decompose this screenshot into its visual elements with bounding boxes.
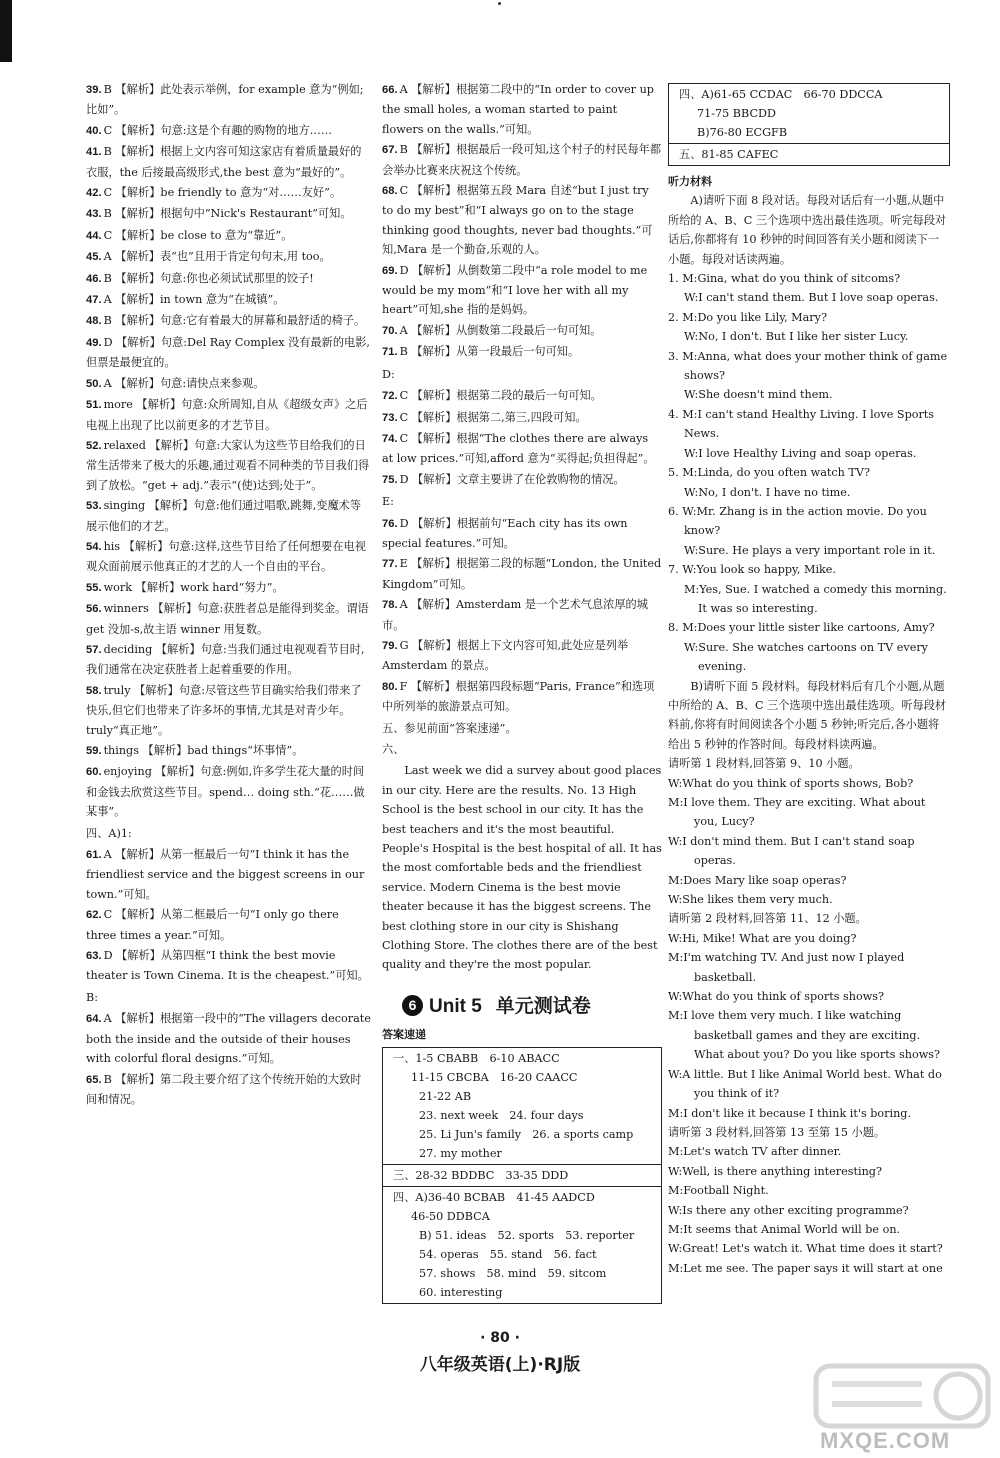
answer-block xyxy=(669,84,949,144)
answer-line: 四、A)61-65 CCDAC 66-70 DDCCA xyxy=(679,88,883,101)
explanation-text: A 【解析】从倒数第二段最后一句可知。 xyxy=(399,323,602,337)
dialogue-line: 6. W:Mr. Zhang is in the action movie. Do you know? xyxy=(668,504,927,538)
answer-explanation xyxy=(86,1070,372,1110)
answer-line: 三、28-32 BDDBC 33-35 DDD xyxy=(393,1169,569,1183)
explanation-text: D 【解析】从第四框“I think the best movie theater is Town Cinema. It is the cheapest.”可知。 xyxy=(86,949,369,983)
model-essay: Last week we did a survey about good places in our city. Here are the results. No. 13 High School is the best school in our city. It has the best teachers and it's the most beautiful. People's Hospital is the best hospital of all. It has the most comfortable beds and the friendliest service. Modern Cinema is the best movie theater because it has the biggest screens. The best clothing store in our city is Shishang Clothing Store. The clothes there are of the best quality and they're the most popular. xyxy=(382,764,662,972)
explanation-text: A 【解析】句意:请快点来参观。 xyxy=(103,376,265,390)
question-number: 58. xyxy=(86,684,102,697)
answer-line: B)76-80 ECGFB xyxy=(697,126,788,139)
dialogue-reply: M:Yes, Sue. I watched a comedy this morning. It was so interesting. xyxy=(684,582,947,615)
explanation-text: C 【解析】be close to 意为“靠近”。 xyxy=(103,228,293,242)
answer-explanation xyxy=(382,636,662,676)
dialogue-line: 4. M:I can't stand Healthy Living. I love Sports News. xyxy=(668,407,935,441)
unit-heading xyxy=(402,993,662,1021)
question-number: 73. xyxy=(382,411,398,424)
answer-explanation xyxy=(86,80,372,120)
answer-explanation xyxy=(86,905,372,945)
question-number: 56. xyxy=(86,603,102,616)
explanation-text: C 【解析】句意:这是个有趣的购物的地方…… xyxy=(103,123,333,137)
script-line: M:Let's watch TV after dinner. xyxy=(668,1145,842,1159)
explanation-text: more 【解析】句意:众所周知,自从《超级女声》之后电视上出现了比以前更多的才艺节目。 xyxy=(86,398,368,432)
explanation-text: C 【解析】根据第五段 Mara 自述“but I just try to do my best”和“I always go on to the stage thinking good thoughts, never bad thoughts.”可知,Mara 是一个勤奋,乐观的人。 xyxy=(382,184,653,257)
answer-explanation xyxy=(382,140,662,180)
question-number: 72. xyxy=(382,390,398,403)
question-number: 42. xyxy=(86,187,102,200)
dialogue-reply: W:Sure. She watches cartoons on TV every evening. xyxy=(684,640,928,674)
explanation-text: B 【解析】句意:你也必须试试那里的饺子! xyxy=(103,271,314,285)
answer-explanation xyxy=(382,595,662,635)
question-number: 65. xyxy=(86,1073,102,1086)
explanation-text: A 【解析】Amsterdam 是一个艺术气息浓厚的城市。 xyxy=(382,598,648,632)
question-number: 67. xyxy=(382,144,398,157)
dialogue-line: 2. M:Do you like Lily, Mary? xyxy=(668,310,827,324)
listening-title: 听力材料 xyxy=(668,175,712,188)
script-line: M:Let me see. The paper says it will start at one xyxy=(668,1261,943,1275)
question-number: 59. xyxy=(86,745,102,757)
dialogue-line: 5. M:Linda, do you often watch TV? xyxy=(668,466,870,480)
script-line: M:Football Night. xyxy=(668,1184,769,1198)
section-label: 六、 xyxy=(382,743,405,756)
question-number: 53. xyxy=(86,500,102,513)
answer-block xyxy=(383,1048,661,1165)
answer-explanation xyxy=(86,290,372,310)
answer-line: 23. next week 24. four days xyxy=(419,1109,584,1123)
unit-number-badge: 6 xyxy=(402,995,423,1016)
book-label: 八年级英语(上)·RJ版 xyxy=(419,1355,581,1375)
answer-line: B) 51. ideas 52. sports 53. reporter xyxy=(419,1229,635,1243)
script-line: 请听第 3 段材料,回答第 13 至第 15 小题。 xyxy=(668,1125,886,1139)
question-number: 69. xyxy=(382,264,398,277)
question-number: 63. xyxy=(86,950,102,963)
answer-line: 四、A)36-40 BCBAB 41-45 AADCD xyxy=(393,1191,595,1205)
section-label: 四、A)1: xyxy=(86,826,132,840)
script-line: W:She likes them very much. xyxy=(668,893,833,907)
explanation-text: work 【解析】work hard“努力”。 xyxy=(103,580,284,594)
answer-explanation xyxy=(382,408,662,428)
explanation-text: A 【解析】根据第一段中的“The villagers decorate both the inside and the outside of their houses with colorful floral designs.”可知。 xyxy=(86,1012,371,1066)
explanation-text: singing 【解析】句意:他们通过唱歌,跳舞,变魔术等展示他们的才艺。 xyxy=(86,499,362,533)
answer-explanation xyxy=(86,142,372,182)
script-line: M:Does Mary like soap operas? xyxy=(668,873,847,887)
explanation-text: B 【解析】句意:它有着最大的屏幕和最舒适的椅子。 xyxy=(103,314,366,328)
question-number: 71. xyxy=(382,346,398,359)
question-number: 79. xyxy=(382,639,398,652)
question-number: 77. xyxy=(382,558,398,571)
explanation-text: C 【解析】根据第二,第三,四段可知。 xyxy=(399,410,587,424)
answer-explanation xyxy=(86,741,372,761)
explanation-text: A 【解析】从第一框最后一句“I think it has the friendliest service and the biggest screens in our town.”可知。 xyxy=(86,848,365,901)
dialogue-reply: W:I can't stand them. But I love soap operas. xyxy=(684,291,939,305)
answer-explanation xyxy=(86,537,372,577)
explanation-text: F 【解析】根据第四段标题“Paris, France”和选项中所列举的旅游景点可知。 xyxy=(382,679,655,714)
script-line: W:What do you think of sports shows, Bob? xyxy=(668,776,914,790)
explanation-text: winners 【解析】句意:获胜者总是能得到奖金。谓语 get 没加-s,故主语 winner 用复数。 xyxy=(86,602,369,636)
answer-line: 21-22 AB xyxy=(419,1090,472,1104)
unit-name: Unit 5 xyxy=(429,995,482,1017)
script-line: W:Is there any other exciting programme? xyxy=(668,1203,909,1217)
middle-explanations xyxy=(382,80,662,975)
answer-explanation xyxy=(86,762,372,821)
answer-box-left xyxy=(382,1047,662,1304)
dialogue-reply: W:I love Healthy Living and soap operas. xyxy=(684,446,917,460)
answer-speedy-label: 答案速递 xyxy=(382,1027,426,1041)
explanation-text: B 【解析】从第一段最后一句可知。 xyxy=(399,345,580,359)
unit-test-title: 单元测试卷 xyxy=(495,995,591,1017)
script-line: W:Hi, Mike! What are you doing? xyxy=(668,931,857,945)
section-label: E: xyxy=(382,495,394,509)
script-line: W:A little. But I like Animal World best. What do you think of it? xyxy=(668,1067,942,1101)
answer-explanation xyxy=(86,395,372,435)
binding-edge-mark xyxy=(0,0,12,62)
question-number: 64. xyxy=(86,1013,102,1026)
question-number: 76. xyxy=(382,517,398,530)
question-number: 66. xyxy=(382,84,398,96)
question-number: 60. xyxy=(86,766,102,779)
question-number: 49. xyxy=(86,336,102,349)
script-line: M:I love them. They are exciting. What about you, Lucy? xyxy=(668,796,926,829)
answer-block xyxy=(669,144,949,165)
answer-line: 57. shows 58. mind 59. sitcom xyxy=(419,1267,607,1281)
dialogue-line: 3. M:Anna, what does your mother think of game shows? xyxy=(668,349,948,383)
section-label: 五、参见前面“答案速递”。 xyxy=(382,721,517,735)
question-number: 52. xyxy=(86,439,102,452)
question-number: 51. xyxy=(86,399,102,412)
dialogue-reply: W:She doesn't mind them. xyxy=(684,388,833,402)
explanation-text: A 【解析】表“也”且用于肯定句句末,用 too。 xyxy=(103,250,331,264)
dialogue-reply: W:Sure. He plays a very important role in it. xyxy=(684,543,936,557)
answer-line: 46-50 DDBCA xyxy=(411,1210,490,1224)
answer-block xyxy=(383,1165,661,1187)
explanation-text: C 【解析】根据第二段的最后一句可知。 xyxy=(399,389,602,403)
dialogue-line: 7. W:You look so happy, Mike. xyxy=(668,563,836,577)
dialogue-line: 1. M:Gina, what do you think of sitcoms? xyxy=(668,272,901,286)
answer-line: 54. operas 55. stand 56. fact xyxy=(419,1248,597,1262)
answer-line: 27. my mother xyxy=(419,1147,502,1161)
section-label: D: xyxy=(382,367,395,381)
answer-line: 60. interesting xyxy=(419,1286,503,1300)
answer-explanation xyxy=(86,946,372,986)
script-line: W:I don't mind them. But I can't stand soap operas. xyxy=(668,834,915,868)
explanation-text: D 【解析】根据前句“Each city has its own special features.”可知。 xyxy=(382,516,628,550)
explanation-text: B 【解析】根据上文内容可知这家店有着质量最好的衣服，the 后接最高级形式,the best 意为“最好的”。 xyxy=(86,145,362,179)
answer-explanation xyxy=(86,333,372,373)
answer-explanation xyxy=(382,514,662,554)
answer-explanation xyxy=(382,80,662,139)
watermark-text: MXQE.COM xyxy=(820,1428,951,1453)
explanation-text: deciding 【解析】句意:当我们通过电视观看节目时,我们通常在决定获胜者上起着重要的作用。 xyxy=(86,642,365,677)
explanation-text: A 【解析】根据第二段中的“In order to cover up the small holes, a woman started to paint flowers on the walls.”可知。 xyxy=(382,83,654,136)
answer-explanation xyxy=(382,181,662,260)
answer-explanation xyxy=(382,386,662,406)
listening-instruction: B)请听下面 5 段材料。每段材料后有几个小题,从题中所给的 A、B、C 三个选项中选出最佳选项。听每段材料前,你将有时间阅读各个小题 5 秒钟;听完后,各小题将给出 5 秒钟的作答时间。每段材料读两遍。 xyxy=(668,679,947,751)
dialogue-reply: W:No, I don't. But I like her sister Lucy. xyxy=(684,330,909,344)
answer-explanation xyxy=(86,1009,372,1068)
question-number: 47. xyxy=(86,294,102,307)
script-line: 请听第 1 段材料,回答第 9、10 小题。 xyxy=(668,757,860,771)
question-number: 68. xyxy=(382,185,398,198)
answer-explanation xyxy=(86,204,372,224)
explanation-text: B 【解析】根据句中“Nick's Restaurant”可知。 xyxy=(103,207,352,221)
question-number: 55. xyxy=(86,581,102,594)
answer-explanation xyxy=(86,374,372,394)
explanation-text: truly 【解析】句意:尽管这些节目确实给我们带来了快乐,但它们也带来了许多坏的事情,尤其是对青少年。truly“真正地”。 xyxy=(86,683,362,737)
script-line: W:Great! Let's watch it. What time does it start? xyxy=(668,1242,943,1256)
question-number: 41. xyxy=(86,146,102,159)
answer-explanation xyxy=(382,321,662,341)
listening-instruction: A)请听下面 8 段对话。每段对话后有一小题,从题中所给的 A、B、C 三个选项中选出最佳选项。听完每段对话后,你都将有 10 秒钟的时间回答有关小题和阅读下一小题。每段对话读两遍。 xyxy=(668,194,947,266)
answer-explanation xyxy=(382,677,662,717)
explanation-text: B 【解析】根据最后一段可知,这个村子的村民每年都会举办比赛来庆祝这个传统。 xyxy=(382,143,662,177)
answer-box-right xyxy=(668,83,950,166)
answer-explanation xyxy=(382,342,662,362)
explanation-text: relaxed 【解析】句意:大家认为这些节目给我们的日常生活带来了极大的乐趣,通过观看不同种类的节目我们得到了放松。“get + adj.”表示“(使)达到;处于”。 xyxy=(86,438,370,492)
script-line: 请听第 2 段材料,回答第 11、12 小题。 xyxy=(668,912,867,926)
explanation-text: enjoying 【解析】句意:例如,许多学生花大量的时间和金钱去欣赏这些节目。spend… doing sth.“花……做某事”。 xyxy=(86,765,365,819)
explanation-text: E 【解析】根据第二段的标题“London, the United Kingdom”可知。 xyxy=(382,557,662,591)
question-number: 57. xyxy=(86,643,102,656)
answer-explanation xyxy=(86,247,372,267)
answer-explanation xyxy=(86,269,372,289)
script-line: W:What do you think of sports shows? xyxy=(668,990,885,1004)
dialogue-line: 8. M:Does your little sister like cartoons, Amy? xyxy=(668,621,935,635)
answer-explanation xyxy=(382,554,662,594)
answer-line: 25. Li Jun's family 26. a sports camp xyxy=(419,1128,634,1142)
question-number: 61. xyxy=(86,849,102,862)
explanation-text: C 【解析】从第二框最后一句“I only go there three times a year.”可知。 xyxy=(86,908,339,942)
question-number: 50. xyxy=(86,377,102,390)
explanation-text: his 【解析】句意:这样,这些节目给了任何想要在电视观众面前展示他真正的才艺的人一个自由的平台。 xyxy=(86,539,366,574)
answer-explanation xyxy=(86,599,372,639)
explanation-text: A 【解析】in town 意为“在城镇”。 xyxy=(103,293,285,307)
page-number: · 80 · xyxy=(480,1330,520,1346)
question-number: 70. xyxy=(382,324,398,337)
answer-explanation xyxy=(86,311,372,331)
script-line: W:Well, is there anything interesting? xyxy=(668,1164,882,1178)
explanation-text: D 【解析】句意:Del Ray Complex 没有最新的电影,但票是最便宜的。 xyxy=(86,335,370,370)
listening-script xyxy=(668,191,950,1278)
answer-line: 五、81-85 CAFEC xyxy=(679,148,779,161)
answer-explanation xyxy=(86,640,372,680)
question-number: 78. xyxy=(382,599,398,612)
question-number: 46. xyxy=(86,272,102,285)
dialogue-reply: W:No, I don't. I have no time. xyxy=(684,485,851,499)
explanation-text: things 【解析】bad things“坏事情”。 xyxy=(103,744,304,757)
column-left xyxy=(86,80,372,1110)
question-number: 74. xyxy=(382,432,398,445)
explanation-text: B 【解析】此处表示举例，for example 意为“例如;比如”。 xyxy=(86,83,364,117)
answer-explanation xyxy=(86,183,372,203)
scan-dot xyxy=(498,2,501,5)
answer-explanation xyxy=(86,496,372,536)
question-number: 80. xyxy=(382,680,398,693)
answer-explanation xyxy=(382,470,662,490)
explanation-text: C 【解析】be friendly to 意为“对……友好”。 xyxy=(103,186,342,200)
question-number: 45. xyxy=(86,251,102,264)
question-number: 48. xyxy=(86,315,102,328)
answer-line: 71-75 BBCDD xyxy=(697,107,776,120)
answer-explanation xyxy=(86,226,372,246)
explanation-text: B 【解析】第二段主要介绍了这个传统开始的大致时间和情况。 xyxy=(86,1072,362,1106)
script-line: M:I'm watching TV. And just now I played basketball. xyxy=(668,951,905,984)
question-number: 75. xyxy=(382,473,398,486)
section-label: B: xyxy=(86,990,98,1004)
answer-explanation xyxy=(86,121,372,141)
answer-line: 一、1-5 CBABB 6-10 ABACC xyxy=(393,1052,560,1066)
answer-explanation xyxy=(86,578,372,598)
answer-block xyxy=(383,1187,661,1303)
question-number: 62. xyxy=(86,909,102,922)
explanation-text: G 【解析】根据上下文内容可知,此处应是列举 Amsterdam 的景点。 xyxy=(382,638,629,673)
answer-explanation xyxy=(86,845,372,904)
answer-explanation xyxy=(86,436,372,495)
script-line: M:It seems that Animal World will be on. xyxy=(668,1222,901,1236)
question-number: 40. xyxy=(86,124,102,137)
explanation-text: D 【解析】文章主要讲了在伦敦购物的情况。 xyxy=(399,472,625,486)
column-middle xyxy=(382,80,662,1310)
script-line: M:I don't like it because I think it's boring. xyxy=(668,1106,912,1120)
answer-line: 11-15 CBCBA 16-20 CAACC xyxy=(411,1071,578,1085)
explanation-text: C 【解析】根据“The clothes there are always at low prices.”可知,afford 意为“买得起;负担得起”。 xyxy=(382,431,655,466)
question-number: 54. xyxy=(86,540,102,553)
question-number: 44. xyxy=(86,229,102,242)
answer-explanation xyxy=(86,681,372,740)
question-number: 39. xyxy=(86,84,102,96)
explanation-text: D 【解析】从倒数第二段中“a role model to me would be my mom”和“I love her with all my heart”可知,she 指的是妈妈。 xyxy=(382,263,648,317)
script-line: M:I love them very much. I like watching basketball games and they are exciting. What about you? Do you like sports shows? xyxy=(668,1009,941,1062)
answer-explanation xyxy=(382,429,662,469)
answer-explanation xyxy=(382,261,662,320)
question-number: 43. xyxy=(86,208,102,221)
column-right xyxy=(668,80,950,1278)
